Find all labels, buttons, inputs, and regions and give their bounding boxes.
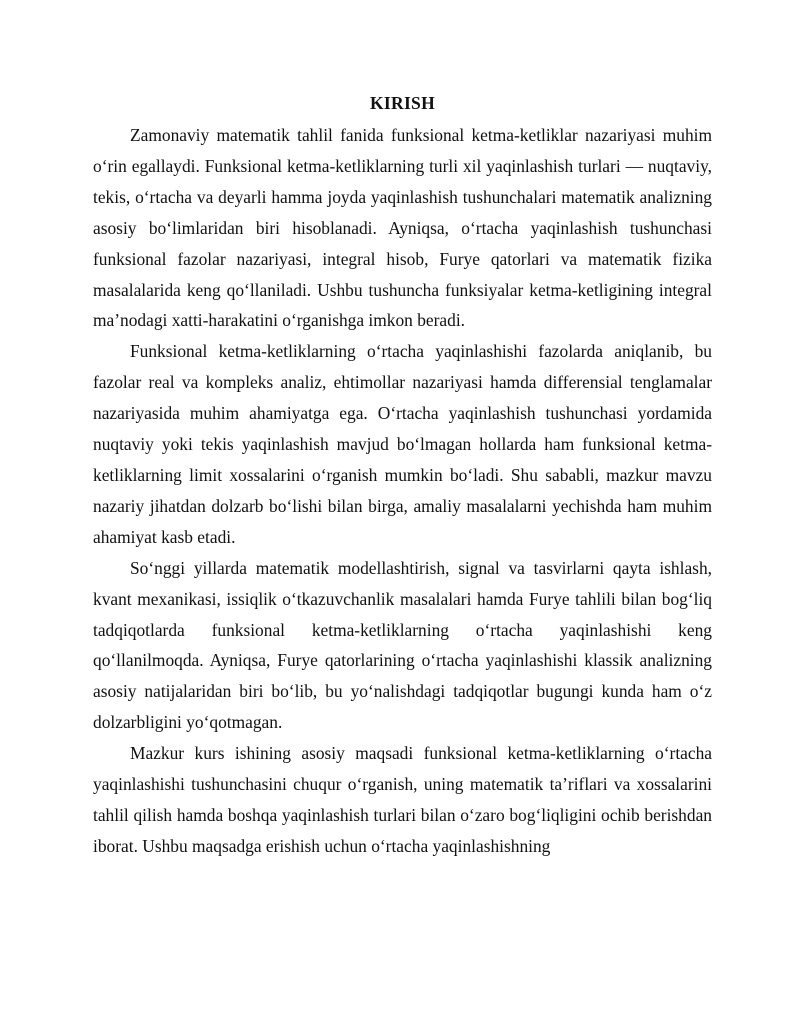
section-title: KIRISH: [369, 93, 435, 113]
paragraph-3: So‘nggi yillarda matematik modellashtirish, signal va tasvirlarni qayta ishlash, kvant mexanikasi, issiqlik o‘tkazuvchanlik masalalari hamda Furye tahlili bilan bog‘liq tadqiqotlarda funksional ketma-ketliklarning o‘rtacha yaqinlashishi keng qo‘llanilmoqda. Ayniqsa, Furye qatorlarining o‘rtacha yaqinlashishi klassik analizning asosiy natijalaridan biri bo‘lib, bu yo‘nalishdagi tadqiqotlar bugungi kunda ham o‘z dolzarbligini yo‘qotmagan.: [93, 557, 712, 733]
paragraph-1: Zamonaviy matematik tahlil fanida funksional ketma-ketliklar nazariyasi muhim o‘rin egallaydi. Funksional ketma-ketliklarning turli xil yaqinlashish turlari — nuqtaviy, tekis, o‘rtacha va deyarli hamma joyda yaqinlashish tushunchalari matematik analizning asosiy bo‘limlaridan biri hisoblanadi. Ayniqsa, o‘rtacha yaqinlashish tushunchasi funksional fazolar nazariyasi, integral hisob, Furye qatorlari va matematik fizika masalalarida keng qo‘llaniladi. Ushbu tushuncha funksiyalar ketma-ketligining integral ma’nodagi xatti-harakatini o‘rganishga imkon beradi.: [93, 125, 712, 331]
paragraph-2: Funksional ketma-ketliklarning o‘rtacha yaqinlashishi fazolarda aniqlanib, bu fazolar real va kompleks analiz, ehtimollar nazariyasi hamda differensial tenglamalar nazariyasida muhim ahamiyatga ega. O‘rtacha yaqinlashish tushunchasi yordamida nuqtaviy yoki tekis yaqinlashish mavjud bo‘lmagan hollarda ham funksional ketma-ketliklarning limit xossalarini o‘rganish mumkin bo‘ladi. Shu sababli, mazkur mavzu nazariy jihatdan dolzarb bo‘lishi bilan birga, amaliy masalalarni yechishda ham muhim ahamiyat kasb etadi.: [93, 341, 712, 547]
paragraph-4: Mazkur kurs ishining asosiy maqsadi funksional ketma-ketliklarning o‘rtacha yaqinlashishi tushunchasini chuqur o‘rganish, uning matematik ta’riflari va xossalarini tahlil qilish hamda boshqa yaqinlashish turlari bilan o‘zaro bog‘liqligini ochib berishdan iborat. Ushbu maqsadga erishish uchun o‘rtacha yaqinlashishning: [93, 743, 712, 856]
